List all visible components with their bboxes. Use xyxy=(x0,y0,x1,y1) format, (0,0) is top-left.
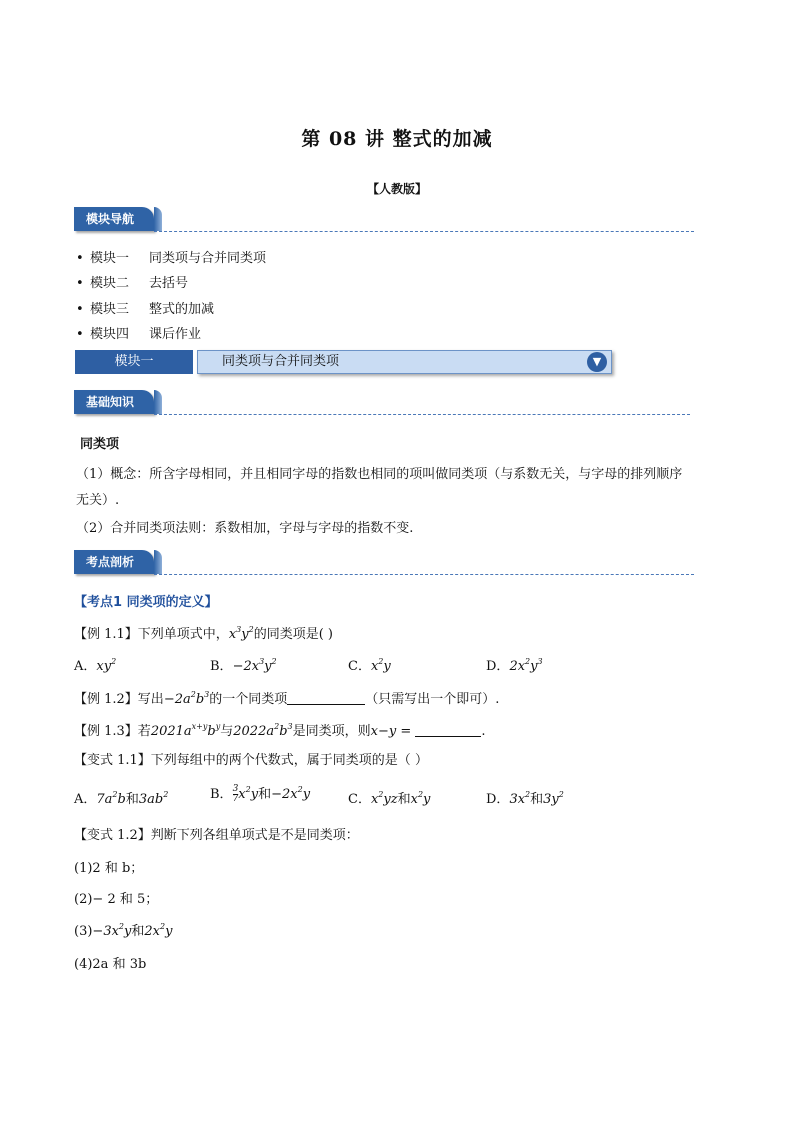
option-a[interactable]: A．$xy^2$ xyxy=(74,657,117,674)
list-item: (2)− 2 和 5； xyxy=(74,892,159,907)
option-a[interactable]: A．$7a^2b$和$3ab^2$ xyxy=(74,790,169,807)
divider xyxy=(154,231,694,232)
list-item: $(3)-3x^2y$和$2x^2y$ xyxy=(74,922,173,939)
basic-heading: 同类项 xyxy=(80,437,120,452)
list-item: (4)2a 和 3b xyxy=(74,957,147,972)
question: 【例 1.2】写出$-2a^2b^3$的一个同类项 （只需写出一个即可）. xyxy=(74,690,500,707)
basic-paragraph: （2）合并同类项法则：系数相加，字母与字母的指数不变. xyxy=(76,521,414,536)
nav-item[interactable]: • 模块四 课后作业 xyxy=(76,327,202,342)
section-tag-analysis: 考点剖析 xyxy=(74,550,154,574)
divider xyxy=(154,414,690,415)
module-banner-code: 模块一 xyxy=(75,350,193,374)
module-banner-title: 同类项与合并同类项 xyxy=(222,354,340,369)
option-d[interactable]: D．$2x^2y^3$ xyxy=(486,657,543,674)
option-b[interactable]: B． $\frac{3}{7}$ $x^2y$和$-2x^2y$ xyxy=(210,784,311,804)
section-tag-basic: 基础知识 xyxy=(74,390,154,414)
option-c[interactable]: C．$x^2y$ xyxy=(348,657,391,674)
chevron-down-icon[interactable]: ▼ xyxy=(587,352,607,372)
divider xyxy=(154,574,694,575)
kaodian-heading: 【考点1 同类项的定义】 xyxy=(74,595,218,610)
question: 【变式 1.1】下列每组中的两个代数式，属于同类项的是（ ） xyxy=(74,753,428,768)
edition-label: 【人教版】 xyxy=(366,182,427,196)
answer-blank[interactable] xyxy=(287,692,365,705)
option-c[interactable]: C．$x^2yz$和$x^2y$ xyxy=(348,790,431,807)
question: 【例 1.1】下列单项式中，$x^3y^2$的同类项是( ) xyxy=(74,625,333,642)
option-b[interactable]: B．$-2x^3y^2$ xyxy=(210,657,277,674)
section-tag-nav: 模块导航 xyxy=(74,207,154,231)
option-d[interactable]: D．$3x^2$和$3y^2$ xyxy=(486,790,564,807)
basic-paragraph: 无关）. xyxy=(76,493,120,508)
module-banner[interactable] xyxy=(197,350,612,374)
list-item: (1)2 和 b； xyxy=(74,861,144,876)
answer-blank[interactable] xyxy=(415,724,481,737)
nav-item[interactable]: • 模块二 去括号 xyxy=(76,276,189,291)
nav-item[interactable]: • 模块三 整式的加减 xyxy=(76,302,215,317)
question: 【变式 1.2】判断下列各组单项式是不是同类项： xyxy=(74,828,359,843)
question: 【例 1.3】若$2021a^{x+y}b^y$与$2022a^2b^3$是同类项，则x−y = . xyxy=(74,722,486,739)
page-title: 第 08 讲 整式的加减 xyxy=(301,128,493,150)
nav-item[interactable]: • 模块一 同类项与合并同类项 xyxy=(76,251,267,266)
basic-paragraph: （1）概念：所含字母相同，并且相同字母的指数也相同的项叫做同类项（与系数无关，与字母的排列顺序 xyxy=(76,467,683,482)
